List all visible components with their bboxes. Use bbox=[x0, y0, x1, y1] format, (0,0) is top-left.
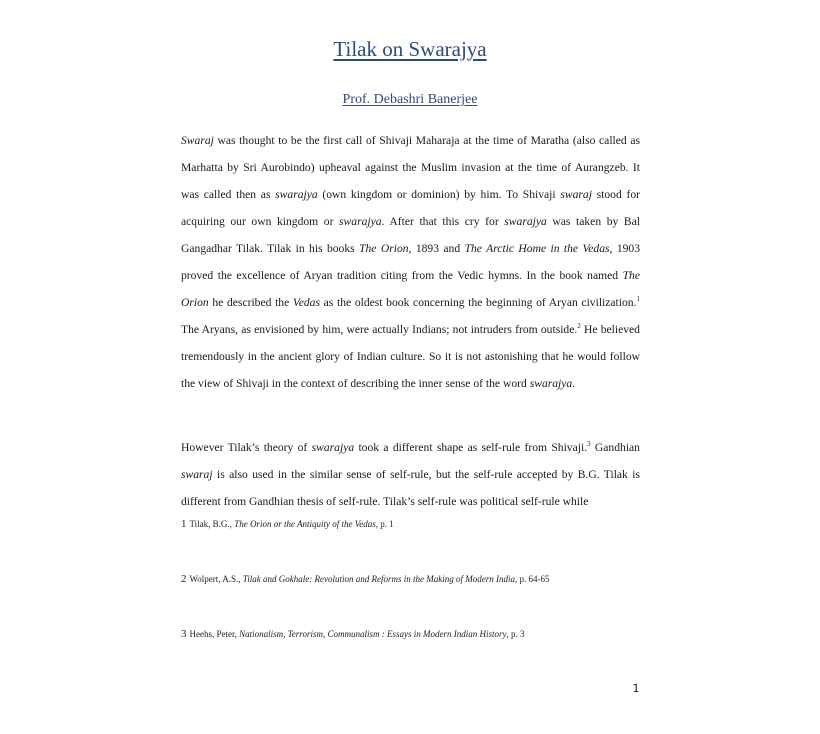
footnote-number: 3 bbox=[181, 628, 187, 640]
text-span: The Arctic Home in the Vedas bbox=[464, 242, 610, 255]
body-paragraph-1 bbox=[181, 127, 640, 397]
text-span: The Orion bbox=[359, 242, 409, 255]
text-span: swaraj bbox=[181, 468, 213, 481]
footnote-work-title: The Orion or the Antiquity of the Vedas bbox=[234, 519, 376, 529]
footnote-author: Tilak, B.G., bbox=[189, 519, 235, 529]
text-span: , 1893 and bbox=[408, 242, 465, 255]
text-span: took a different shape as self-rule from Shivaji. bbox=[354, 441, 588, 454]
text-span: The Aryans, as envisioned by him, were actually Indians; not intruders from outside. bbox=[181, 323, 578, 336]
footnote-reference-1[interactable]: 1 bbox=[636, 295, 640, 304]
footnote-2 bbox=[181, 573, 701, 585]
footnote-author: Wolpert, A.S., bbox=[189, 574, 243, 584]
footnote-3 bbox=[181, 628, 701, 640]
text-span: is also used in the similar sense of self-rule, but the self-rule accepted by B.G. Tilak is different from Gandhian thesis of self-rule. Tilak’s self-rule was political self-rule while bbox=[181, 468, 640, 508]
text-span: He believed tremendously in the ancient glory of Indian culture. So it is not astonishing that he would follow the view of Shivaji in the context of describing the inner sense of the word bbox=[181, 323, 640, 390]
text-span: he described the bbox=[208, 296, 293, 309]
author-name: Prof. Debashri Banerjee bbox=[342, 92, 478, 107]
footnote-page: , p. 64-65 bbox=[515, 574, 550, 584]
text-span: , 1903 proved the excellence of Aryan tradition citing from the Vedic hymns. In the book named bbox=[181, 242, 641, 282]
footnote-reference-3[interactable]: 3 bbox=[587, 440, 591, 449]
text-span: swarajya bbox=[529, 377, 573, 390]
footnote-page: , p. 3 bbox=[506, 629, 525, 639]
footnote-number: 1 bbox=[181, 518, 187, 530]
text-span: was taken by Bal Gangadhar Tilak. Tilak in his books bbox=[181, 215, 640, 255]
text-span: However Tilak’s theory of bbox=[181, 441, 312, 454]
body-paragraph-2 bbox=[181, 434, 640, 515]
text-span: swarajya bbox=[275, 188, 318, 201]
footnote-1 bbox=[181, 518, 701, 530]
text-span: . After that this cry for bbox=[381, 215, 505, 228]
footnote-reference-2[interactable]: 2 bbox=[577, 322, 581, 331]
footnote-number: 2 bbox=[181, 573, 187, 585]
text-span: Gandhian bbox=[590, 441, 640, 454]
text-span: stood for acquiring our own kingdom or bbox=[181, 188, 640, 228]
text-span: swarajya bbox=[339, 215, 382, 228]
text-span: was thought to be the first call of Shivaji Maharaja at the time of Maratha (also called as Marhatta by Sri Aurobindo) upheaval against the Muslim invasion at the time of Aurangzeb. It was called then as bbox=[181, 134, 640, 201]
page-number: 1 bbox=[632, 682, 640, 695]
text-span: swarajya bbox=[311, 441, 355, 454]
text-span: swarajya bbox=[504, 215, 547, 228]
text-span: . bbox=[572, 377, 576, 390]
text-span: Vedas bbox=[292, 296, 320, 309]
text-span: as the oldest book concerning the beginning of Aryan civilization. bbox=[319, 296, 637, 309]
footnote-author: Heehs, Peter, bbox=[189, 629, 240, 639]
document-title: Tilak on Swarajya bbox=[333, 37, 487, 61]
text-span: swaraj bbox=[560, 188, 592, 201]
footnote-work-title: Nationalism, Terrorism, Communalism : Essays in Modern Indian History bbox=[239, 629, 507, 639]
footnote-work-title: Tilak and Gokhale: Revolution and Reforms in the Making of Modern India bbox=[242, 574, 515, 584]
text-span: The Orion bbox=[181, 269, 640, 309]
footnote-page: , p. 1 bbox=[375, 519, 394, 529]
text-span: (own kingdom or dominion) by him. To Shivaji bbox=[317, 188, 561, 201]
text-span: Swaraj bbox=[181, 134, 214, 147]
